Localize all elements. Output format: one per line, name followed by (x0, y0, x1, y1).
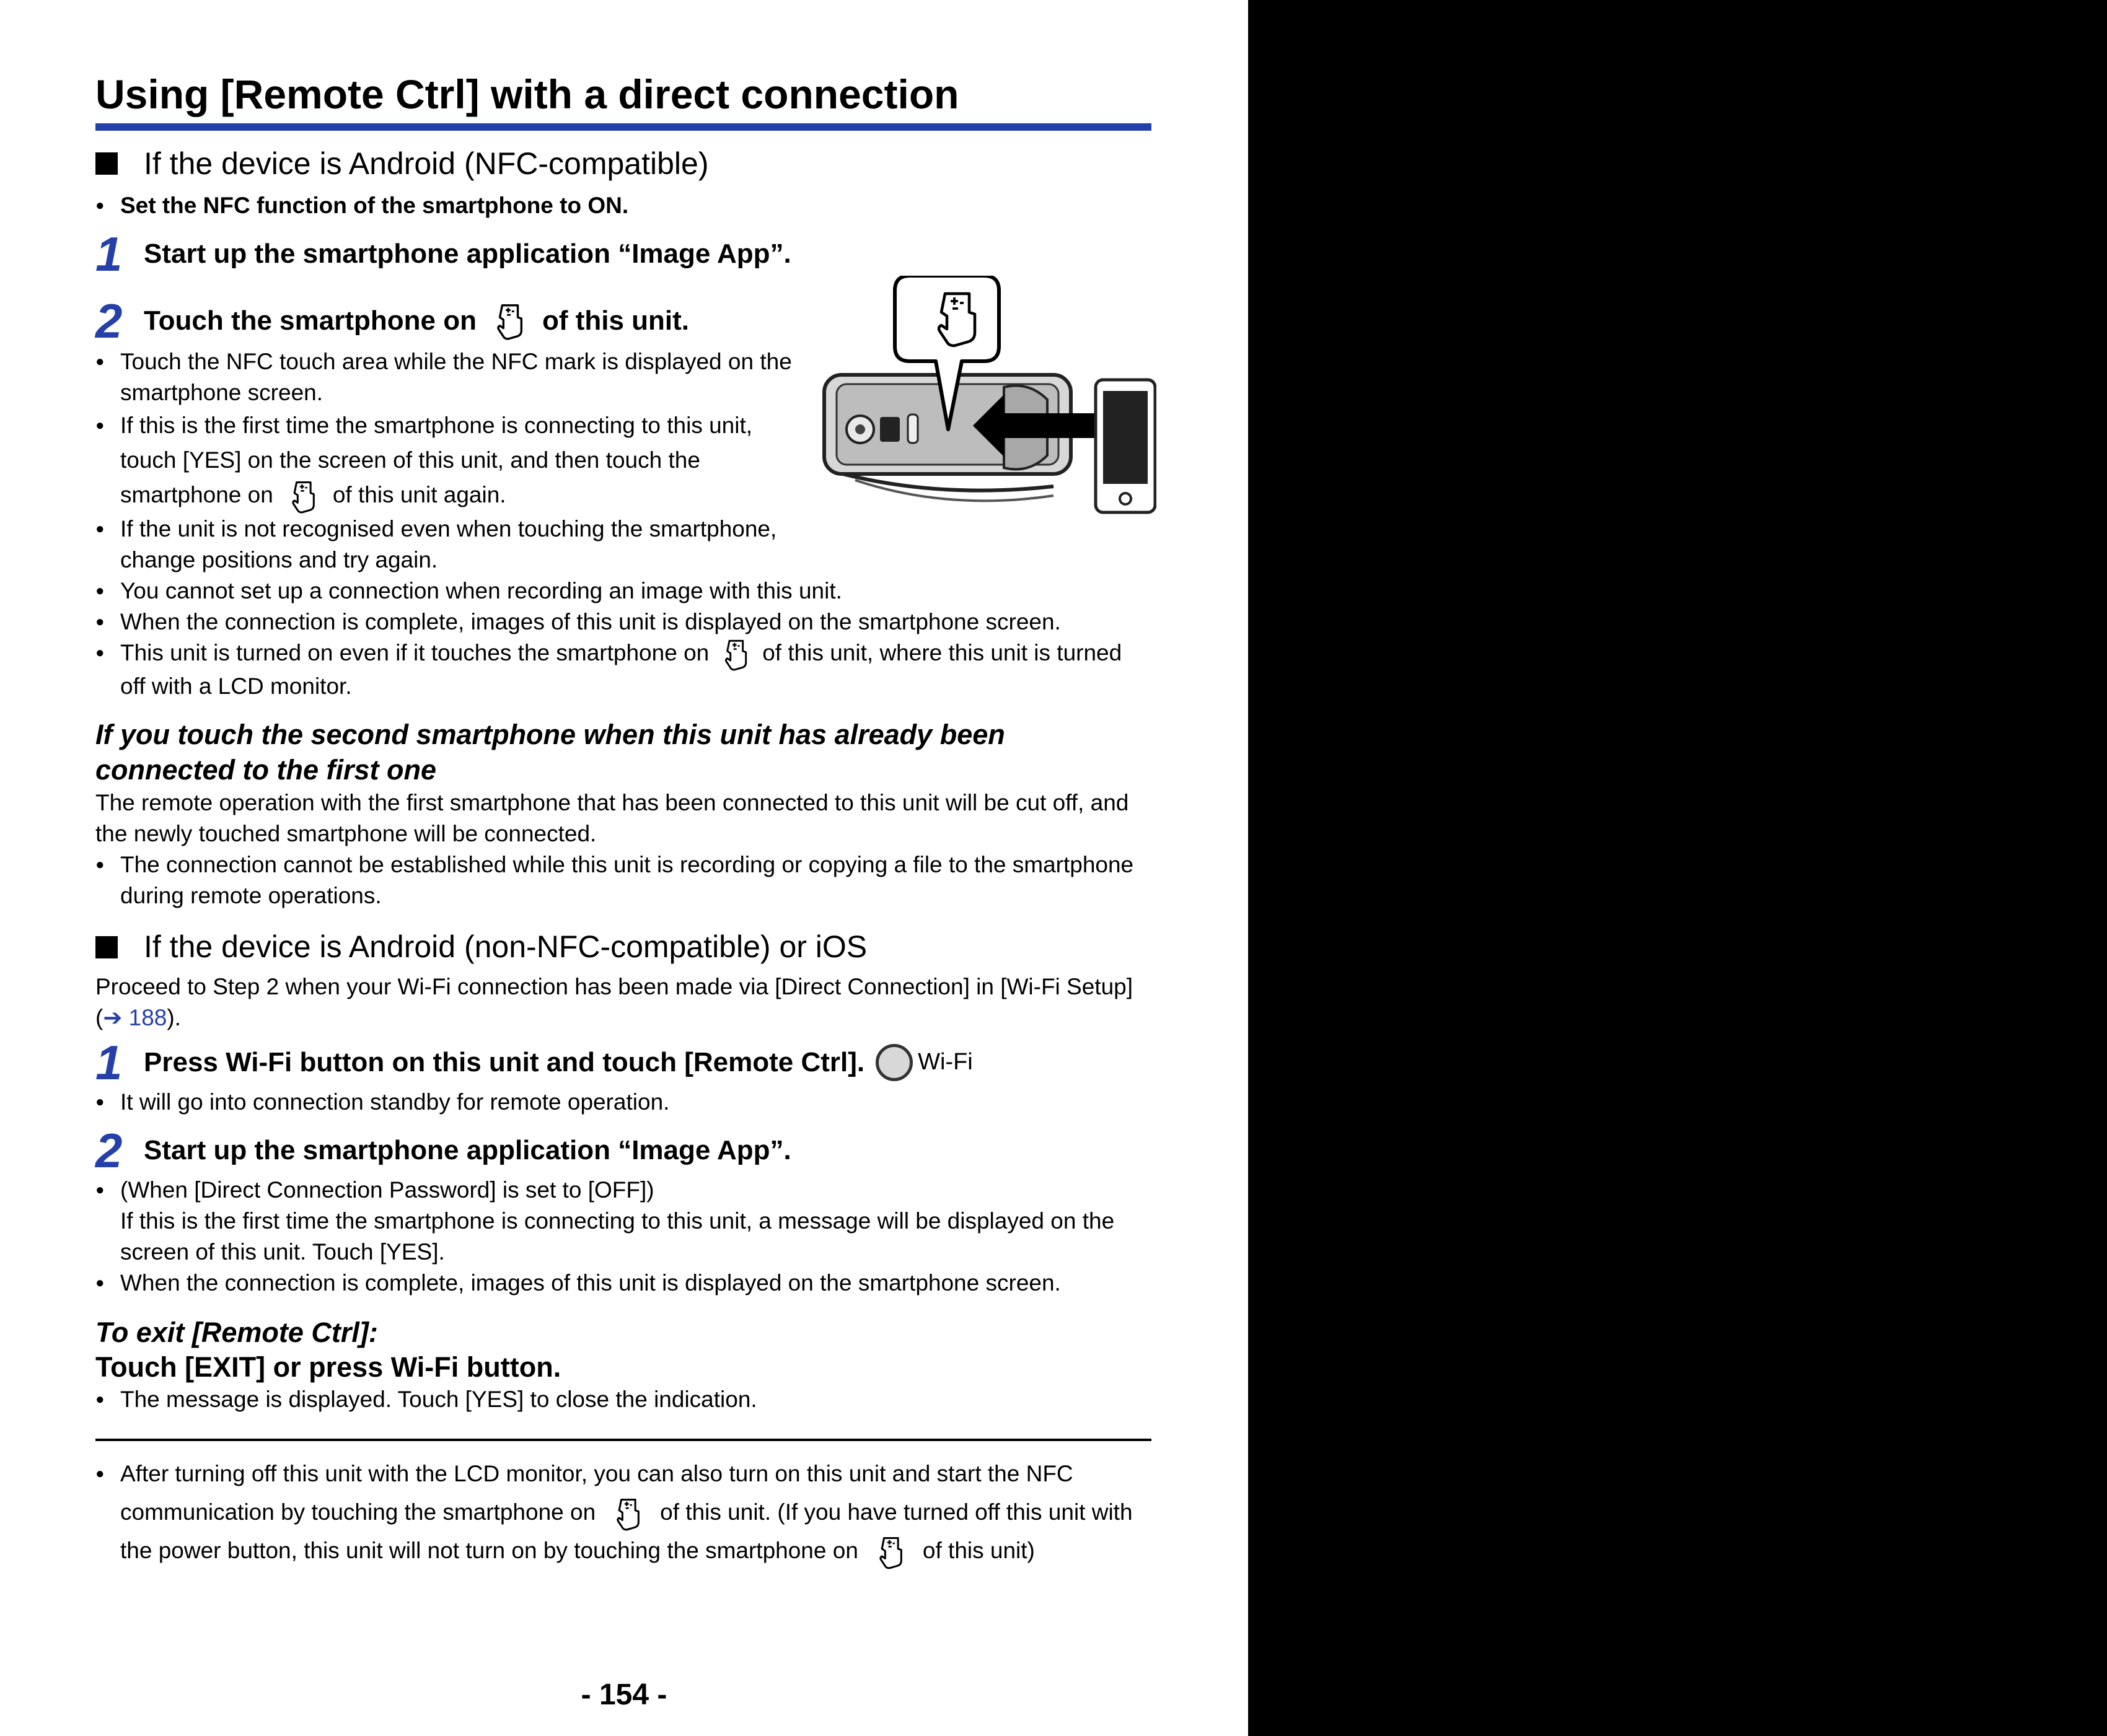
section-heading-non-nfc (95, 927, 1151, 967)
step-number: 1 (95, 227, 123, 282)
nfc-touch-icon (874, 1534, 907, 1570)
exit-heading: To exit [Remote Ctrl]: (95, 1316, 378, 1348)
step-number: 1 (95, 1035, 123, 1090)
nfc-step-1 (95, 227, 1151, 282)
nfc-touch-icon (720, 638, 751, 671)
password-condition: ● (When [Direct Connection Password] is set to [OFF]) (120, 1177, 654, 1203)
non-nfc-intro-close: ). (167, 1004, 181, 1030)
section-heading-nfc-text: If the device is Android (NFC-compatible) (144, 146, 709, 181)
step-text-after: of this unit. (542, 305, 690, 336)
non-nfc-step-1-bullet: ● It will go into connection standby for remote operation. (95, 1087, 1151, 1118)
nfc-bullet-5: ● When the connection is complete, images of this unit is displayed on the smartphone screen. (95, 607, 1151, 638)
nfc-bullet-1: ● Touch the NFC touch area while the NFC mark is displayed on the smartphone screen. (95, 346, 802, 408)
non-nfc-intro-text: Proceed to Step 2 when your Wi-Fi connection has been made via [Direct Connection] in [Wi-Fi Setup] ( (95, 973, 1133, 1030)
non-nfc-step-2 (95, 1123, 1151, 1178)
non-nfc-step-1 (95, 1035, 1151, 1090)
smartphone-illustration (1096, 380, 1155, 512)
nfc-bullet-2-tail: of this unit again. (332, 482, 506, 508)
step-text: Start up the smartphone application “Image App”. (144, 238, 791, 269)
nfc-bullet-6-text: This unit is turned on even if it touches the smartphone on (120, 640, 710, 666)
step-text: Start up the smartphone application “Image App”. (144, 1134, 791, 1165)
exit-bullet: ● The message is displayed. Touch [YES] to close the indication. (95, 1384, 1151, 1415)
square-bullet-icon (95, 936, 118, 958)
note-text-c: of this unit) (922, 1538, 1035, 1564)
black-side-panel (1248, 0, 2107, 1736)
non-nfc-step-2-bullet-2: ● When the connection is complete, images of this unit is displayed on the smartphone screen. (95, 1268, 1151, 1299)
wifi-button-circle (876, 1044, 913, 1081)
nfc-bullet-3: ● If the unit is not recognised even when touching the smartphone, change positions and try again. (95, 514, 802, 576)
nfc-touch-icon (612, 1496, 644, 1532)
page-title: Using [Remote Ctrl] with a direct connection (95, 69, 1151, 131)
second-phone-bullet: ● The connection cannot be established while this unit is recording or copying a file to the smartphone during remote operations. (95, 849, 1151, 911)
nfc-touch-icon (287, 479, 319, 514)
page-number: - 154 - (581, 1678, 667, 1711)
second-phone-heading: If you touch the second smartphone when this unit has already been connected to the first one (95, 719, 1005, 786)
nfc-illustration (818, 276, 1156, 517)
section-heading-non-nfc-text: If the device is Android (non-NFC-compatible) or iOS (144, 929, 868, 965)
wifi-button-icon (876, 1044, 973, 1081)
section-heading-nfc (95, 144, 1151, 183)
note-text-a: After turning off this unit with the LCD monitor, you can also turn on this unit and start the NFC communication by touching the smartphone on (120, 1460, 1073, 1525)
note-text-b: of this unit. (If you have turned off this unit with the power button, this unit will not turn on by touching the smartphone on (120, 1499, 1133, 1564)
non-nfc-intro (95, 971, 1151, 1033)
step-text-before: Touch the smartphone on (144, 305, 477, 336)
non-nfc-step-2-bullet-1 (95, 1175, 1151, 1268)
nfc-bullet-6 (95, 638, 1151, 702)
step-text: Press Wi-Fi button on this unit and touch [Remote Ctrl]. (144, 1046, 865, 1077)
nfc-bullet-2-text: If this is the first time the smartphone is connecting to this unit, touch [YES] on the screen of this unit, and then touch the smartphone on (120, 413, 753, 508)
prereq-bullet: ● Set the NFC function of the smartphone to ON. (95, 190, 1151, 221)
exit-instruction: Touch [EXIT] or press Wi-Fi button. (95, 1351, 561, 1383)
step-number: 2 (95, 1123, 123, 1178)
nfc-touch-icon (491, 302, 527, 340)
first-time-message: If this is the first time the smartphone is connecting to this unit, a message will be displayed on the screen of this unit. Touch [YES]. (120, 1208, 1115, 1265)
second-phone-body: The remote operation with the first smartphone that has been connected to this unit will be cut off, and the newly touched smartphone will be connected. (95, 790, 1129, 847)
page-reference-link[interactable]: ➔ 188 (103, 1004, 167, 1030)
square-bullet-icon (95, 152, 118, 175)
note-bullet (95, 1455, 1151, 1570)
nfc-bullet-2 (95, 408, 802, 514)
nfc-bullets-narrow (95, 346, 802, 576)
wifi-button-label: Wi-Fi (918, 1049, 973, 1076)
divider (95, 1439, 1151, 1441)
nfc-bullet-4: ● You cannot set up a connection when recording an image with this unit. (95, 576, 1151, 607)
nfc-bullet-6-tail: of this unit, where this unit is turned off with a LCD monitor. (120, 640, 1122, 699)
step-number: 2 (95, 294, 123, 349)
